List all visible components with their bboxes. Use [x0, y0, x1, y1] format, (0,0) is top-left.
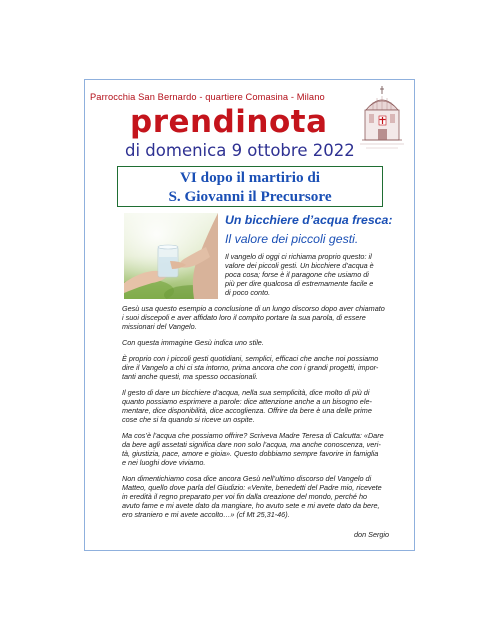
article-line: mentare, dice disponibilità, dice accoglienza. Offrire da bere è una delle prime: [122, 406, 372, 415]
article-signature: don Sergio: [354, 530, 390, 539]
liturgy-line-1: VI dopo il martirio di: [179, 169, 321, 186]
article-line: poca cosa; forse è il paragone che usiamo di: [225, 270, 369, 279]
article-line: di poco conto.: [225, 288, 271, 297]
article-line: in eredità il regno preparato per voi fin dalla creazione del mondo, perché ho: [122, 492, 368, 501]
article-line: più per dire qualcosa di estremamente facile e: [225, 279, 374, 288]
article-line: avuto fame e mi avete dato da mangiare, ho avuto sete e mi avete dato da bere,: [122, 501, 380, 510]
article-line: i suoi discepoli e aver affidato loro il compito portare la sua parola, di essere: [122, 313, 366, 322]
article-line: Il gesto di dare un bicchiere d’acqua, nella sua semplicità, dice molto di più di: [122, 388, 370, 397]
issue-date: di domenica 9 ottobre 2022: [125, 141, 355, 160]
article-line: e nei luoghi dove viviamo.: [122, 458, 206, 467]
article-line: Matteo, quello dove parla del Giudizio: «Venite, benedetti del Padre mio, ricevete: [122, 483, 382, 492]
church-illustration: [360, 84, 404, 152]
article-line: da bere agli assetati significa dare non solo l’acqua, ma anche conoscenza, veri-: [122, 440, 381, 449]
parish-name: Parrocchia San Bernardo - quartiere Comasina - Milano: [90, 92, 325, 102]
article-line: Il vangelo di oggi ci richiama proprio questo: il: [225, 252, 372, 261]
article-line: tanti anche questi, ma spesso occasionali.: [122, 372, 258, 381]
article-line: dire il Vangelo a chi ci sta intorno, prima ancora che con i grandi progetti, impor-: [122, 363, 379, 372]
article-line: Non dimentichiamo cosa dice ancora Gesù nell’ultimo discorso del Vangelo di: [122, 474, 372, 483]
article-line: cose che si fa quando si riceve un ospite.: [122, 415, 255, 424]
article-line: Con questa immagine Gesù indica uno stile.: [122, 338, 264, 347]
article-line: valore dei piccoli gesti. Un bicchiere d’acqua è: [225, 261, 374, 270]
newsletter-title: prendinota: [130, 104, 328, 140]
article-line: tà, giustizia, pace, amore e gioia». Questo dobbiamo sempre favorire in famiglia: [122, 449, 379, 458]
article-line: missionari del Vangelo.: [122, 322, 197, 331]
article-headline: Un bicchiere d’acqua fresca:: [225, 213, 393, 227]
article-line: È proprio con i piccoli gesti quotidiani, semplici, efficaci che anche noi possiamo: [122, 354, 379, 363]
article-line: Gesù usa questo esempio a conclusione di un lungo discorso dopo aver chiamato: [122, 304, 385, 313]
water-glass-photo: [124, 213, 218, 299]
article-subheadline: Il valore dei piccoli gesti.: [225, 232, 359, 246]
article-line: ero straniero e mi avete accolto…» (cf Mt 25,31-46).: [122, 510, 290, 519]
liturgy-line-2: S. Giovanni il Precursore: [168, 188, 332, 205]
article-line: Ma cos’è l’acqua che possiamo offrire? Scriveva Madre Teresa di Calcutta: «Dare: [122, 431, 384, 440]
liturgy-box: [117, 166, 383, 207]
article-line: quanto possiamo esprimere a parole: dice attenzione anche a un bisogno ele-: [122, 397, 372, 406]
